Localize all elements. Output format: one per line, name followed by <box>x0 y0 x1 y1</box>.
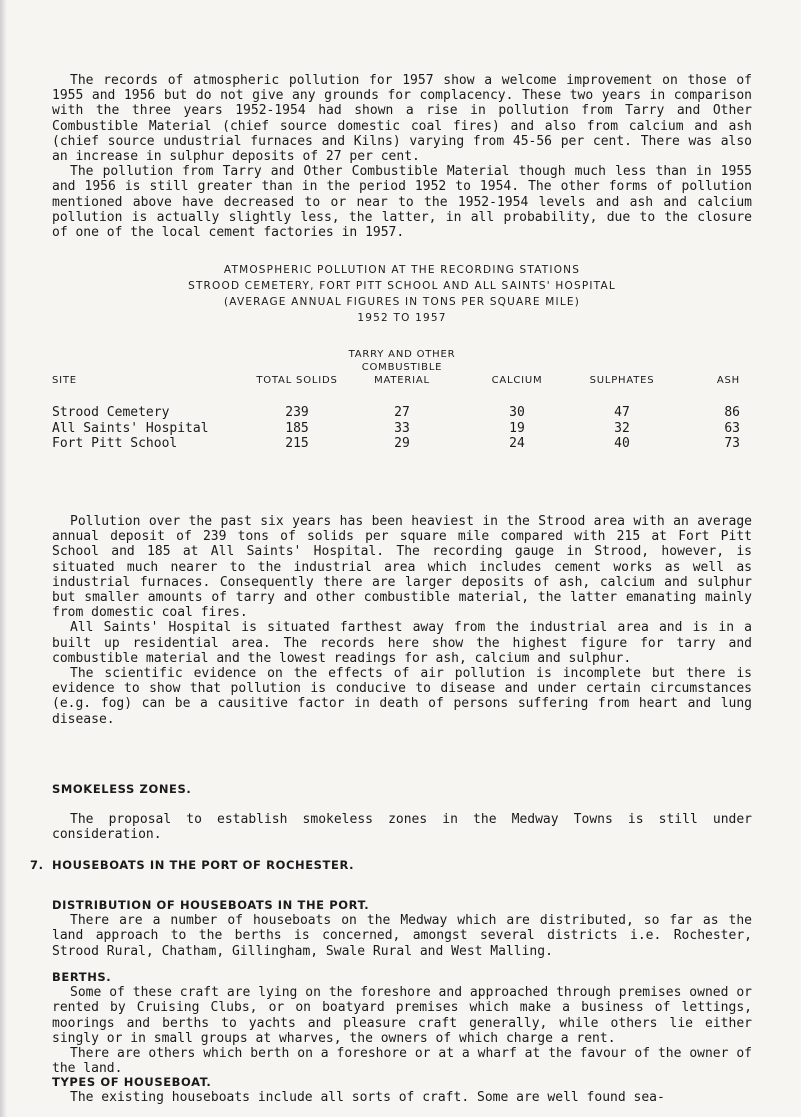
discussion-section <box>52 514 752 727</box>
cell-ash: 73 <box>724 436 740 451</box>
section-number: 7. <box>30 858 44 872</box>
smokeless-text: The proposal to establish smokeless zones in the Medway Towns is still under consideration. <box>52 812 752 843</box>
pollution-table <box>52 348 740 452</box>
paragraph-3: Pollution over the past six years has been heaviest in the Strood area with an average annual deposit of 239 tons of solids per square mile compared with 215 at Fort Pitt School and 185 at All Saints' Hospital. The recording gauge in Strood, however, is situated much nearer to the industrial area which includes cement works as well as industrial furnaces. Consequently there are larger deposits of ash, calcium and sulphur but smaller amounts of tarry and other combustible material, the latter emanating mainly from domestic coal fires. <box>52 514 752 621</box>
section-7-heading: HOUSEBOATS IN THE PORT OF ROCHESTER. <box>52 858 355 872</box>
cell-tarry: 33 <box>394 420 410 436</box>
paragraph-1: The records of atmospheric pollution for 1957 show a welcome improvement on those of 1955 and 1956 but do not give any grounds for complacency. These two years in comparison with the three years 1952-1954 had shown a rise in pollution from Tarry and Other Combustible Material (chief source domestic coal fires) and also from calcium and ash (chief source undustrial furnaces and Kilns) varying from 45-56 per cent. There was also an increase in sulphur deposits of 27 per cent. <box>52 73 752 165</box>
scan-edge-shadow <box>0 0 7 1117</box>
cell-tarry: 29 <box>394 436 410 451</box>
header-site: SITE <box>52 375 77 386</box>
types-text: The existing houseboats include all sorts of craft. Some are well found sea- <box>70 1090 665 1106</box>
table-row <box>52 405 740 421</box>
table-row <box>52 421 740 437</box>
header-tarry: TARRY AND OTHER COMBUSTIBLE MATERIAL <box>348 349 456 386</box>
types-heading: TYPES OF HOUSEBOAT. <box>52 1075 212 1089</box>
table-title <box>52 262 752 326</box>
cell-tarry: 27 <box>394 405 410 420</box>
intro-section <box>52 73 752 240</box>
section-7 <box>52 858 752 873</box>
smokeless-section <box>52 782 752 843</box>
cell-calcium: 30 <box>509 405 525 420</box>
table-title-line-2: STROOD CEMETERY, FORT PITT SCHOOL AND ALL SAINTS' HOSPITAL <box>188 280 616 292</box>
cell-total-solids: 239 <box>285 405 309 420</box>
table-header-row <box>52 348 740 405</box>
berths-text-1: Some of these craft are lying on the foreshore and approached through premises owned or rented by Cruising Clubs, or on boatyard premises which make a business of lettings, moorings and berths to yachts and pleasure craft generally, while others lie either singly or in small groups at wharves, the owners of which charge a rent. <box>52 985 752 1046</box>
header-total-solids: TOTAL SOLIDS <box>256 375 338 386</box>
cell-site: Strood Cemetery <box>52 405 170 420</box>
header-calcium: CALCIUM <box>491 375 543 386</box>
cell-site: Fort Pitt School <box>52 436 178 451</box>
table-title-line-4: 1952 TO 1957 <box>357 312 447 324</box>
paragraph-4: All Saints' Hospital is situated farthest away from the industrial area and is in a built up residential area. The records here show the highest figure for tarry and combustible material and the lowest readings for ash, calcium and sulphur. <box>52 620 752 666</box>
header-ash: ASH <box>716 375 740 386</box>
distribution-heading: DISTRIBUTION OF HOUSEBOATS IN THE PORT. <box>52 898 370 912</box>
distribution-text: There are a number of houseboats on the Medway which are distributed, so far as the land approach to the berths is concerned, amongst several districts i.e. Rochester, Strood Rural, Chatham, Gillingham, Swale Rural and West Malling. <box>52 913 752 959</box>
berths-heading: BERTHS. <box>52 970 112 984</box>
cell-total-solids: 185 <box>285 420 309 436</box>
cell-calcium: 19 <box>509 420 525 436</box>
cell-sulphates: 32 <box>614 420 630 436</box>
cell-sulphates: 47 <box>614 405 630 420</box>
table-row <box>52 436 740 452</box>
cell-calcium: 24 <box>509 436 525 451</box>
types-section <box>52 1075 752 1105</box>
cell-total-solids: 215 <box>285 436 309 451</box>
table-title-line-1: ATMOSPHERIC POLLUTION AT THE RECORDING STATIONS <box>223 264 581 276</box>
cell-site: All Saints' Hospital <box>52 420 209 436</box>
paragraph-2: The pollution from Tarry and Other Combustible Material though much less than in 1955 and 1956 is still greater than in the period 1952 to 1954. The other forms of pollution mentioned above have decreased to or near to the 1952-1954 levels and ash and calcium pollution is actually slightly less, the latter, in all probability, due to the closure of one of the local cement factories in 1957. <box>52 164 752 241</box>
table-title-line-3: (AVERAGE ANNUAL FIGURES IN TONS PER SQUARE MILE) <box>223 296 581 308</box>
cell-ash: 63 <box>724 420 740 436</box>
header-sulphates: SULPHATES <box>589 375 655 386</box>
paragraph-5: The scientific evidence on the effects of air pollution is incomplete but there is evidence to show that pollution is conducive to disease and under certain circumstances (e.g. fog) can be a causitive factor in death of persons suffering from heart and lung disease. <box>52 666 752 727</box>
berths-text-2: There are others which berth on a foreshore or at a wharf at the favour of the owner of the land. <box>52 1046 752 1077</box>
smokeless-heading: SMOKELESS ZONES. <box>52 782 192 796</box>
cell-ash: 86 <box>724 405 740 420</box>
berths-section <box>52 970 752 1076</box>
cell-sulphates: 40 <box>614 436 630 451</box>
distribution-section <box>52 898 752 959</box>
